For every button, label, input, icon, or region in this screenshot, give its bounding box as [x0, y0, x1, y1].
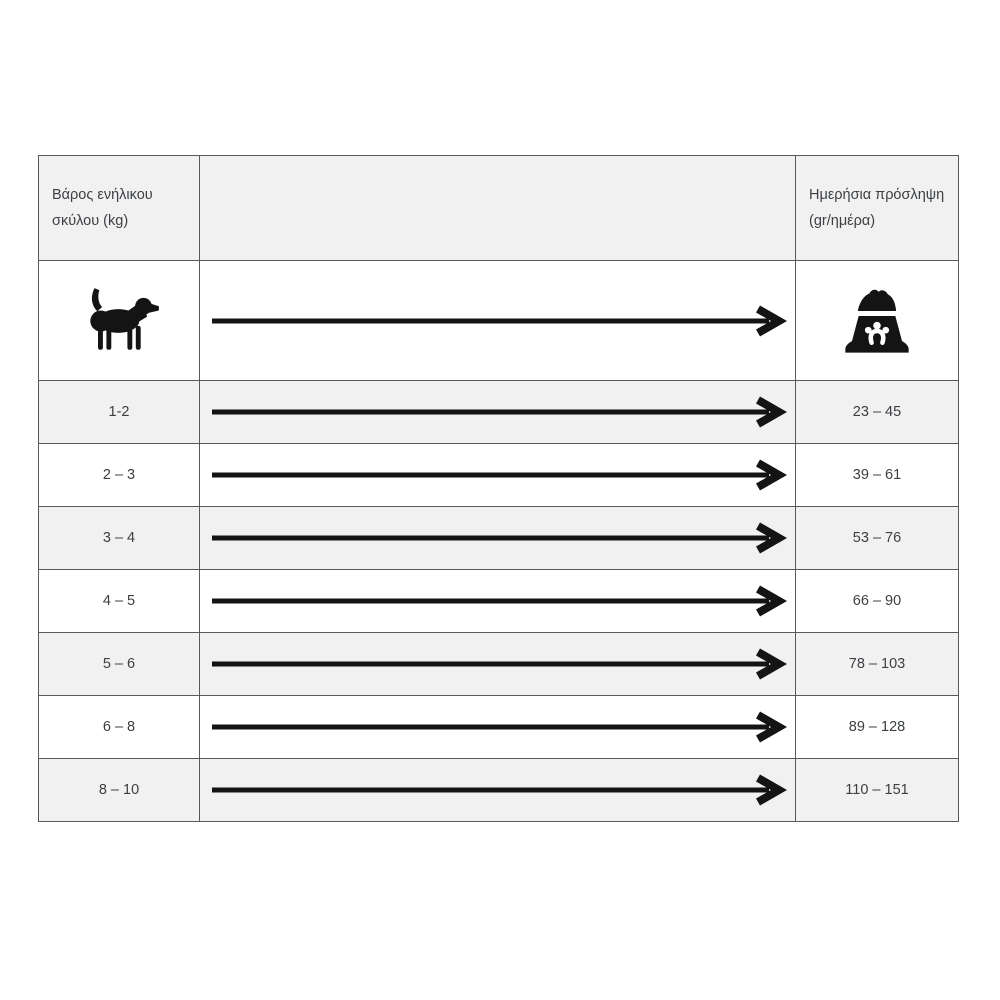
arrow-right-icon	[209, 459, 787, 491]
weight-range: 4 – 5	[39, 570, 200, 633]
arrow-cell	[200, 444, 796, 507]
arrow-right-icon	[209, 648, 787, 680]
feeding-guide	[38, 155, 959, 822]
weight-range: 1-2	[39, 381, 200, 444]
arrow-cell	[200, 696, 796, 759]
intake-range: 23 – 45	[796, 381, 959, 444]
arrow-cell	[200, 261, 796, 381]
weight-range: 8 – 10	[39, 759, 200, 822]
arrow-right-icon	[209, 305, 787, 337]
header-weight-cell: Βάρος ενήλικου σκύλου (kg)	[39, 156, 200, 261]
header-spacer-cell	[200, 156, 796, 261]
dog-icon-cell	[39, 261, 200, 381]
arrow-right-icon	[209, 774, 787, 806]
table-row	[39, 507, 959, 570]
table-row	[39, 633, 959, 696]
weight-range: 6 – 8	[39, 696, 200, 759]
weight-range: 2 – 3	[39, 444, 200, 507]
weight-range: 3 – 4	[39, 507, 200, 570]
arrow-right-icon	[209, 522, 787, 554]
dog-icon	[77, 281, 161, 361]
dog-food-bowl-icon	[835, 286, 919, 356]
intake-range: 110 – 151	[796, 759, 959, 822]
intake-range: 89 – 128	[796, 696, 959, 759]
table-row	[39, 696, 959, 759]
bowl-icon-cell	[796, 261, 959, 381]
arrow-cell	[200, 570, 796, 633]
table-row	[39, 444, 959, 507]
table-row	[39, 570, 959, 633]
arrow-right-icon	[209, 396, 787, 428]
intake-range: 78 – 103	[796, 633, 959, 696]
arrow-cell	[200, 507, 796, 570]
intake-range: 66 – 90	[796, 570, 959, 633]
table-row	[39, 381, 959, 444]
intake-range: 53 – 76	[796, 507, 959, 570]
feeding-guide-table	[38, 155, 959, 822]
table-row	[39, 759, 959, 822]
header-intake-cell: Ημερήσια πρόσληψη (gr/ημέρα)	[796, 156, 959, 261]
weight-range: 5 – 6	[39, 633, 200, 696]
header-row	[39, 156, 959, 261]
arrow-cell	[200, 381, 796, 444]
icon-row	[39, 261, 959, 381]
arrow-cell	[200, 759, 796, 822]
intake-range: 39 – 61	[796, 444, 959, 507]
arrow-right-icon	[209, 711, 787, 743]
arrow-cell	[200, 633, 796, 696]
arrow-right-icon	[209, 585, 787, 617]
